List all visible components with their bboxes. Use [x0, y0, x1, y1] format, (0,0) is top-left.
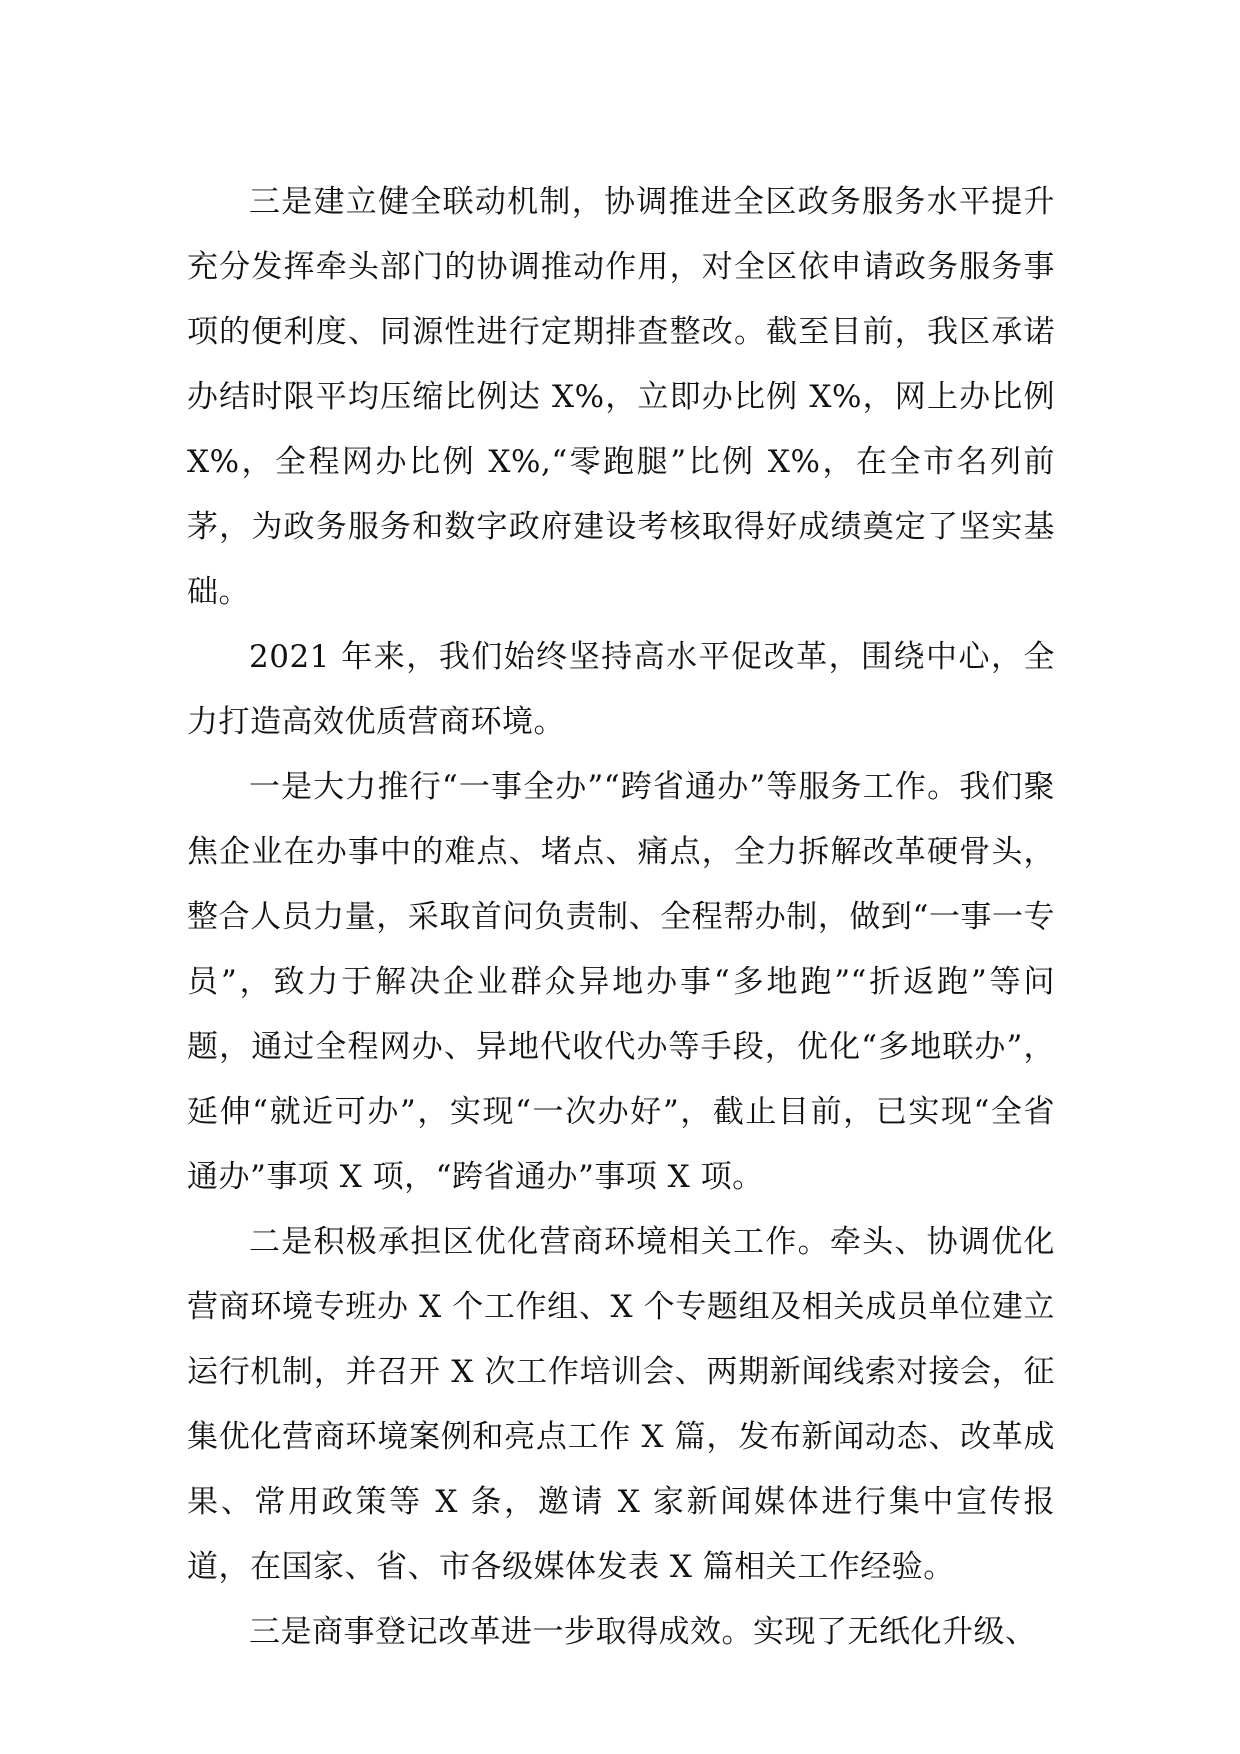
paragraph-one-stop-service: 一是大力推行“一事全办”“跨省通办”等服务工作。我们聚焦企业在办事中的难点、堵点、痛点，全力拆解改革硬骨头，整合人员力量，采取首问负责制、全程帮办制，做到“一事一专员”，致力于解决企业群众异地办事“多地跑”“折返跑”等问题，通过全程网办、异地代收代办等手段，优化“多地联办”，延伸“就近可办”，实现“一次办好”，截止目前，已实现“全省通办”事项 X 项，“跨省通办”事项 X 项。 [187, 769, 1055, 1195]
paragraph-commercial-registration: 三是商事登记改革进一步取得成效。实现了无纸化升级、 [249, 1614, 1037, 1650]
document-body [187, 170, 1055, 1665]
paragraph-2021-intro: 2021 年来，我们始终坚持高水平促改革，围绕中心，全力打造高效优质营商环境。 [187, 639, 1055, 740]
paragraph-linkage-mechanism: 三是建立健全联动机制，协调推进全区政务服务水平提升充分发挥牵头部门的协调推动作用，对全区依申请政务服务事项的便利度、同源性进行定期排查整改。截至目前，我区承诺办结时限平均压缩比例达 X%，立即办比例 X%，网上办比例 X%，全程网办比例 X%,“零跑腿”比例 X%，在全市名列前茅，为政务服务和数字政府建设考核取得好成绩奠定了坚实基础。 [187, 184, 1055, 610]
paragraph-business-environment: 二是积极承担区优化营商环境相关工作。牵头、协调优化营商环境专班办 X 个工作组、X 个专题组及相关成员单位建立运行机制，并召开 X 次工作培训会、两期新闻线索对接会，征集优化营商环境案例和亮点工作 X 篇，发布新闻动态、改革成果、常用政策等 X 条，邀请 X 家新闻媒体进行集中宣传报道，在国家、省、市各级媒体发表 X 篇相关工作经验。 [187, 1224, 1055, 1585]
